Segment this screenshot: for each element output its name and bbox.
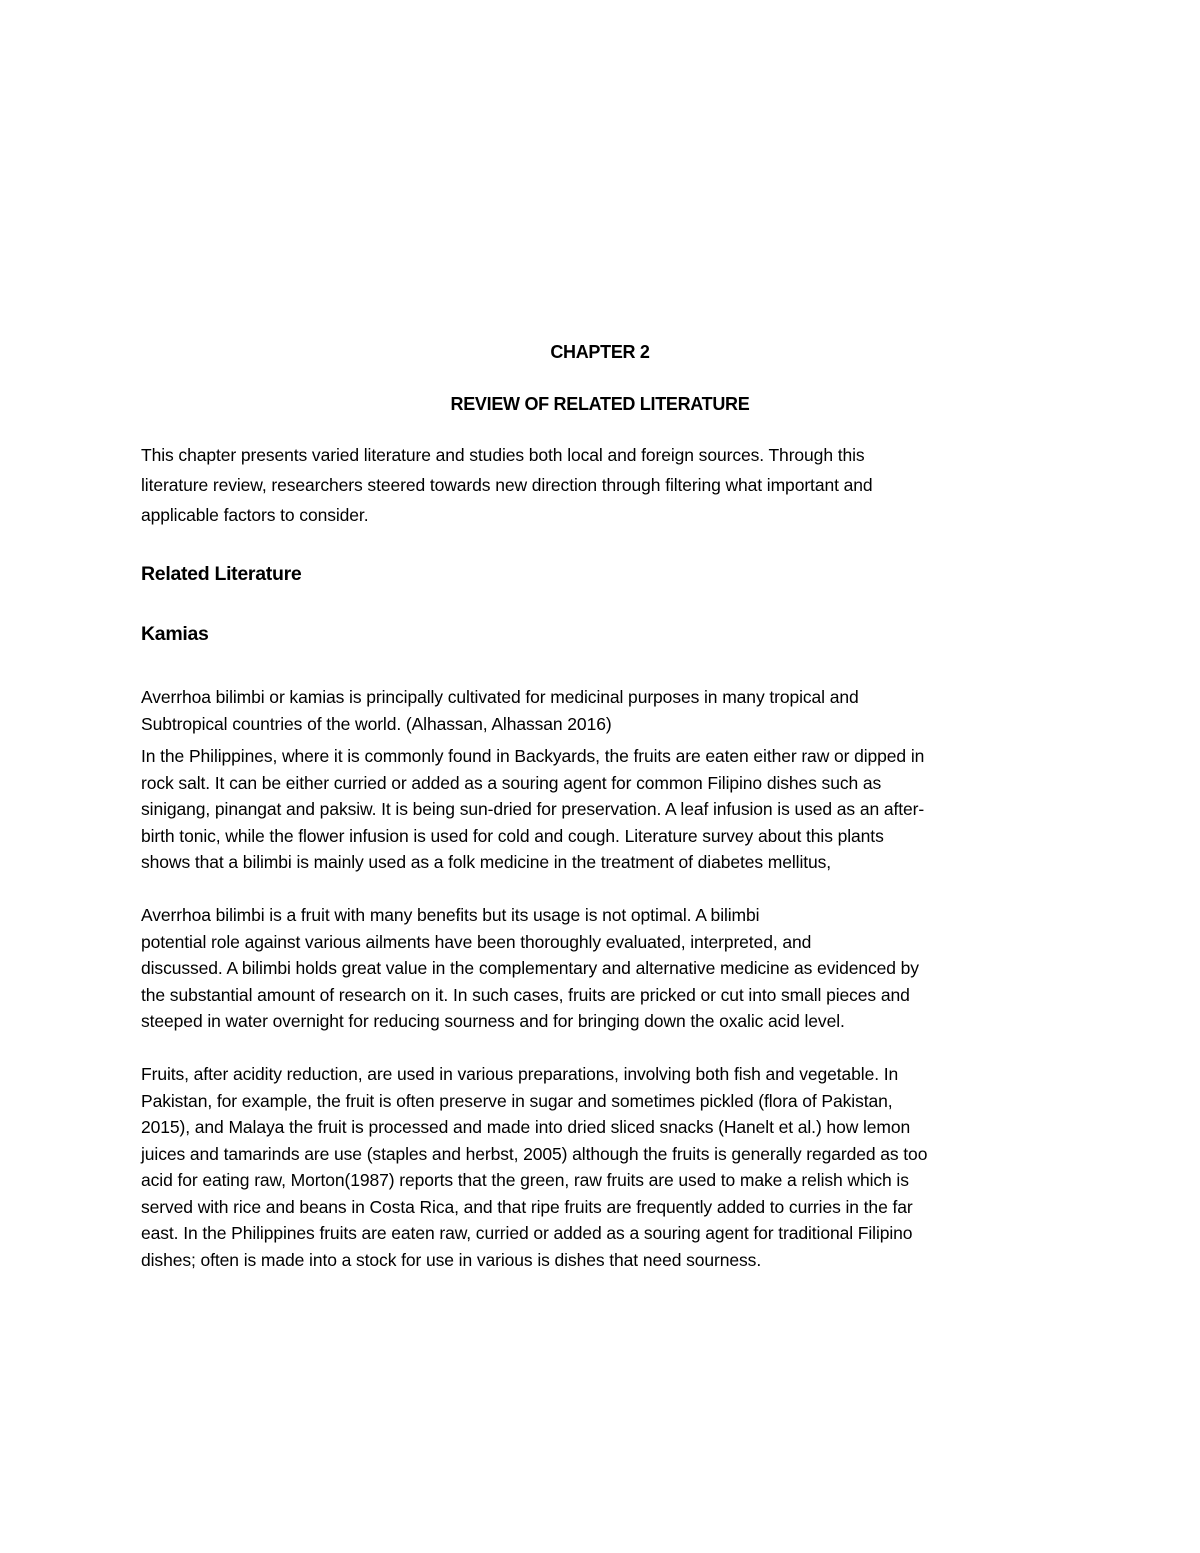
subsection-heading: Kamias xyxy=(141,623,209,645)
text-line: Subtropical countries of the world. (Alhassan, Alhassan 2016) xyxy=(141,713,612,734)
text-line: dishes; often is made into a stock for use in various is dishes that need sourness. xyxy=(141,1249,762,1270)
text-line: east. In the Philippines fruits are eaten raw, curried or added as a souring agent for traditional Filipino xyxy=(141,1223,913,1243)
text-line: juices and tamarinds are use (staples and herbst, 2005) although the fruits is generally regarded as too xyxy=(141,1143,928,1164)
text-line: 2015), and Malaya the fruit is processed and made into dried sliced snacks (Hanelt et al.) how lemon xyxy=(141,1117,911,1137)
text-line: Averrhoa bilimbi is a fruit with many benefits but its usage is not optimal. A bilimbi xyxy=(141,905,760,925)
text-line: Averrhoa bilimbi or kamias is principally cultivated for medicinal purposes in many tropical and xyxy=(141,687,859,707)
text-line: shows that a bilimbi is mainly used as a folk medicine in the treatment of diabetes mellitus, xyxy=(141,852,832,872)
text-line: literature review, researchers steered towards new direction through filtering what important and xyxy=(141,475,873,495)
chapter-subtitle: REVIEW OF RELATED LITERATURE xyxy=(450,394,750,414)
intro-paragraph xyxy=(141,440,1061,530)
text-line: Pakistan, for example, the fruit is often preserve in sugar and sometimes pickled (flora of Pakistan, xyxy=(141,1090,893,1111)
text-line: applicable factors to consider. xyxy=(141,505,369,525)
text-line: birth tonic, while the flower infusion is used for cold and cough. Literature survey about this plants xyxy=(141,825,884,846)
text-line: potential role against various ailments have been thoroughly evaluated, interpreted, and xyxy=(141,931,812,952)
text-line: This chapter presents varied literature and studies both local and foreign sources. Through this xyxy=(141,445,865,465)
text-line: rock salt. It can be either curried or added as a souring agent for common Filipino dishes such as xyxy=(141,772,882,793)
text-line: acid for eating raw, Morton(1987) reports that the green, raw fruits are used to make a relish which is xyxy=(141,1170,909,1190)
paragraph-1 xyxy=(141,684,1061,737)
chapter-title: CHAPTER 2 xyxy=(550,342,650,362)
text-line: discussed. A bilimbi holds great value in the complementary and alternative medicine as evidenced by xyxy=(141,958,919,978)
section-heading: Related Literature xyxy=(141,563,302,585)
paragraph-2 xyxy=(141,743,1061,876)
text-line: sinigang, pinangat and paksiw. It is being sun-dried for preservation. A leaf infusion is used as an after- xyxy=(141,799,925,819)
paragraph-4 xyxy=(141,1061,1061,1273)
paragraph-3 xyxy=(141,902,1061,1035)
text-line: steeped in water overnight for reducing sourness and for bringing down the oxalic acid level. xyxy=(141,1011,845,1031)
text-line: In the Philippines, where it is commonly found in Backyards, the fruits are eaten either raw or dipped in xyxy=(141,746,925,766)
text-line: Fruits, after acidity reduction, are used in various preparations, involving both fish and vegetable. In xyxy=(141,1064,899,1084)
text-line: served with rice and beans in Costa Rica, and that ripe fruits are frequently added to curries in the far xyxy=(141,1196,913,1217)
text-line: the substantial amount of research on it. In such cases, fruits are pricked or cut into small pieces and xyxy=(141,984,910,1005)
